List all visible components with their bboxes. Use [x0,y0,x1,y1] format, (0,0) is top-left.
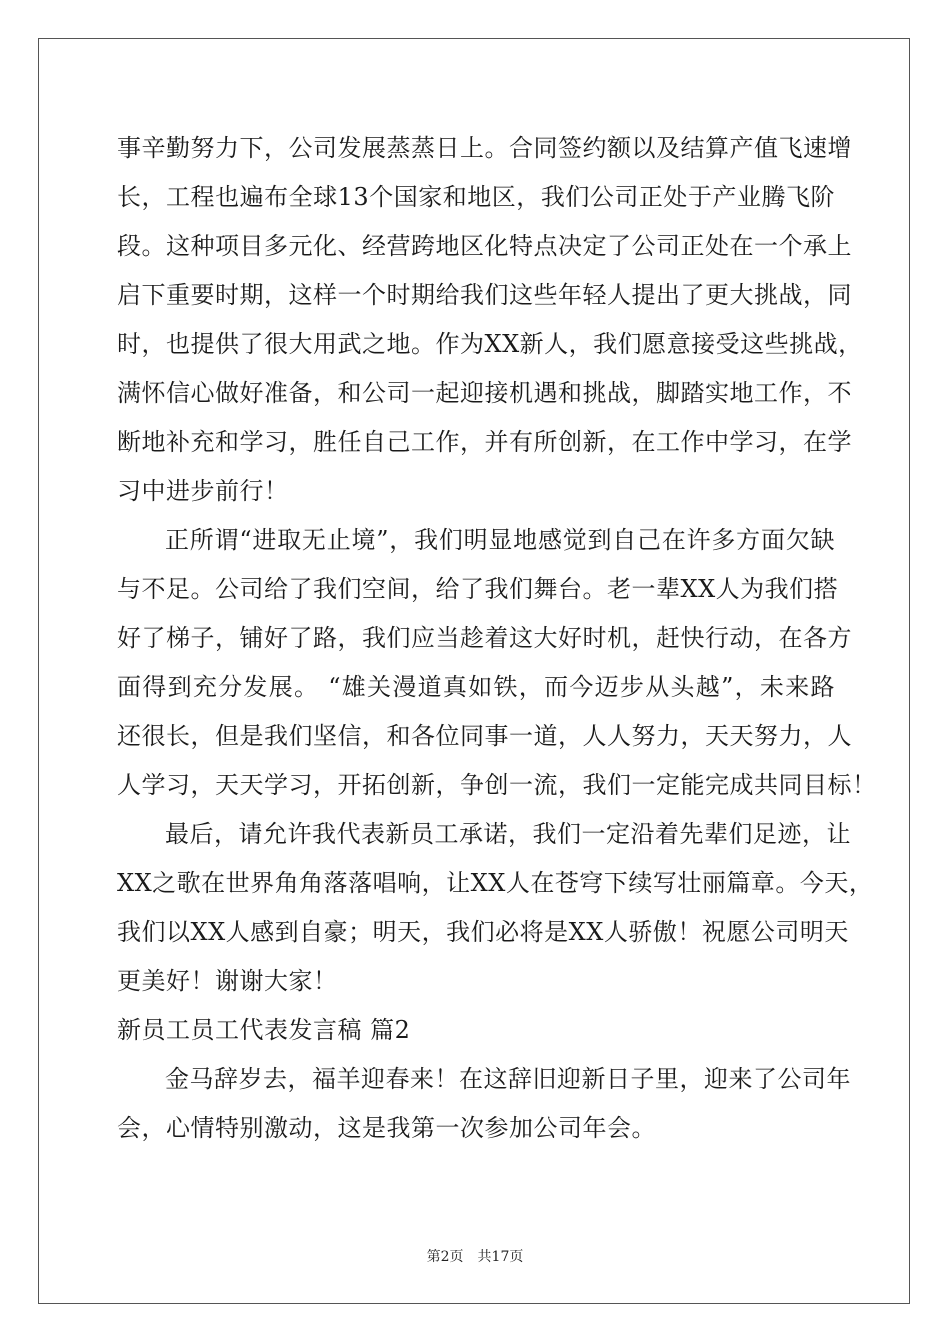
text-line: 与不足。公司给了我们空间，给了我们舞台。老一辈XX人为我们搭 [117,575,839,603]
text-line: 好了梯子，铺好了路，我们应当趁着这大好时机，赶快行动，在各方 [117,624,852,652]
text-line: 会，心情特别激动，这是我第一次参加公司年会。 [117,1114,656,1142]
page-number: 第2页 [426,1249,464,1265]
text-line: 我们以XX人感到自豪；明天，我们必将是XX人骄傲！祝愿公司明天 [117,918,849,946]
paragraph-1 [117,124,863,516]
text-line: 时，也提供了很大用武之地。作为XX新人，我们愿意接受这些挑战， [117,330,863,358]
text-line: 还很长，但是我们坚信，和各位同事一道，人人努力，天天努力，人 [117,722,852,750]
paragraph-3 [117,810,874,1006]
text-line: 启下重要时期，这样一个时期给我们这些年轻人提出了更大挑战，同 [117,281,852,309]
text-line: 正所谓“进取无止境”，我们明显地感觉到自己在许多方面欠缺 [165,526,835,554]
text-line: 面得到充分发展。 “雄关漫道真如铁，而今迈步从头越”，未来路 [117,673,835,701]
text-line: 金马辞岁去，福羊迎春来！在这辞旧迎新日子里，迎来了公司年 [165,1065,851,1093]
text-line: 事辛勤努力下，公司发展蒸蒸日上。合同签约额以及结算产值飞速增 [117,134,852,162]
text-line: 满怀信心做好准备，和公司一起迎接机遇和挑战，脚踏实地工作，不 [117,379,852,407]
paragraph-4 [117,1055,851,1153]
text-line: 最后，请允许我代表新员工承诺，我们一定沿着先辈们足迹，让 [165,820,851,848]
page-total: 共17页 [477,1249,524,1265]
text-line: 长，工程也遍布全球13个国家和地区，我们公司正处于产业腾飞阶 [117,183,835,211]
text-line: XX之歌在世界角角落落唱响，让XX人在苍穹下续写壮丽篇章。今天， [117,869,874,897]
text-line: 习中进步前行！ [117,477,289,505]
text-line: 更美好！谢谢大家！ [117,967,338,995]
document-body [117,124,877,1153]
text-line: 断地补充和学习，胜任自己工作，并有所创新，在工作中学习，在学 [117,428,852,456]
paragraph-2 [117,516,877,810]
text-line: 人学习，天天学习，开拓创新，争创一流，我们一定能完成共同目标！ [117,771,877,799]
section-heading: 新员工员工代表发言稿 篇2 [117,1016,411,1044]
text-line: 段。这种项目多元化、经营跨地区化特点决定了公司正处在一个承上 [117,232,852,260]
page-footer [0,1246,950,1266]
